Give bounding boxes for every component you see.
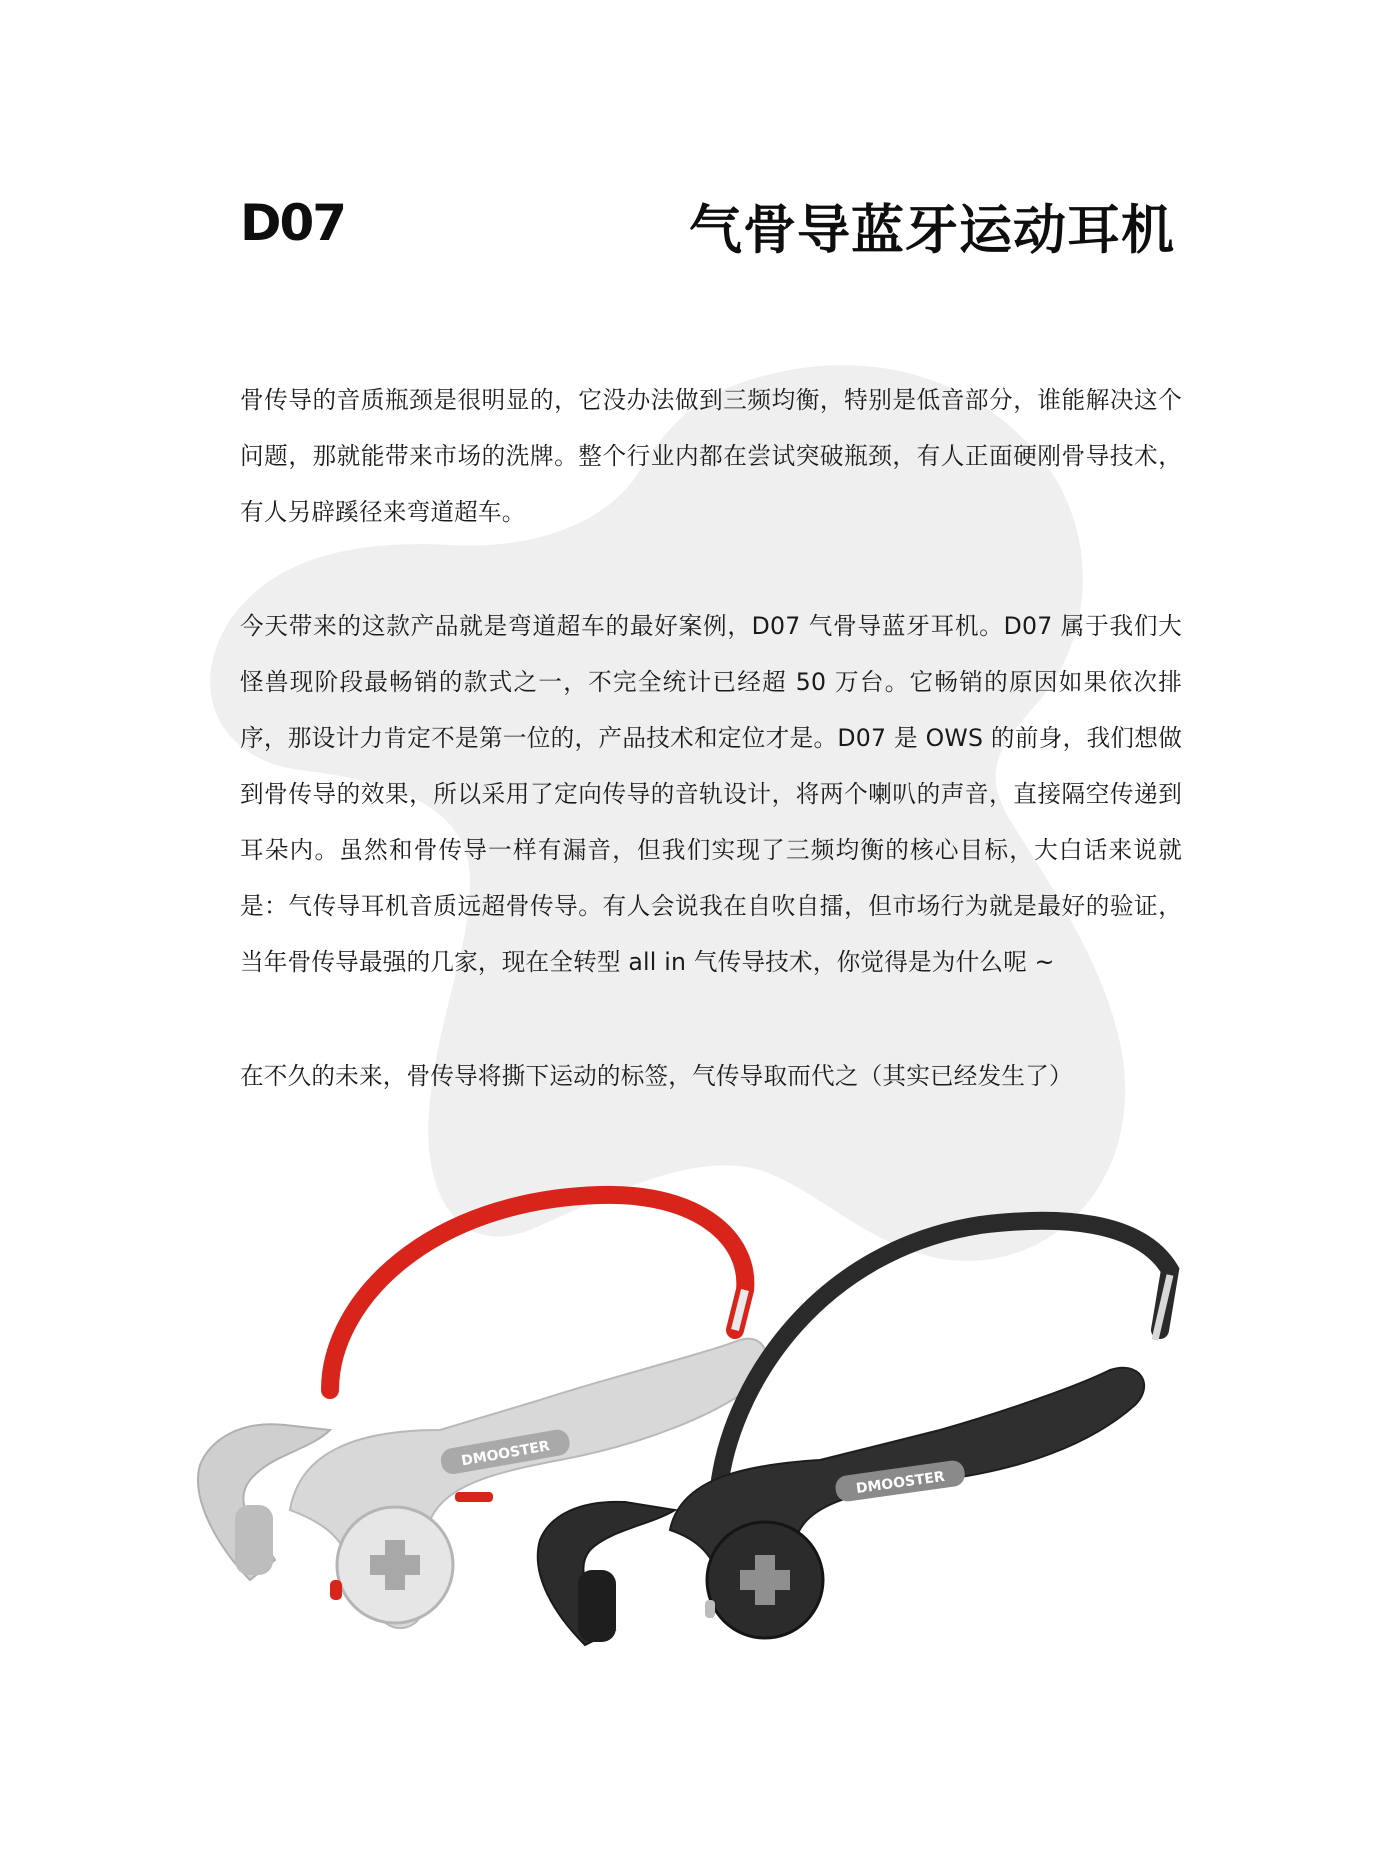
product-photo <box>180 1180 1240 1700</box>
paragraph-intro: 骨传导的音质瓶颈是很明显的，它没办法做到三频均衡，特别是低音部分，谁能解决这个问题，那就能带来市场的洗牌。整个行业内都在尝试突破瓶颈，有人正面硬刚骨导技术，有人另辟蹊径来弯道超车。 <box>240 386 1182 526</box>
brand-label: DMOOSTER <box>460 1438 551 1470</box>
paragraph-conclusion: 在不久的未来，骨传导将撕下运动的标签，气传导取而代之（其实已经发生了） <box>240 1062 1073 1090</box>
page-title: 气骨导蓝牙运动耳机 <box>689 200 1175 261</box>
paragraph-product: 今天带来的这款产品就是弯道超车的最好案例，D07 气骨导蓝牙耳机。D07 属于我们大怪兽现阶段最畅销的款式之一，不完全统计已经超 50 万台。它畅销的原因如果依次排序，那设计力肯定不是第一位的，产品技术和定位才是。D07 是 OWS 的前身，我们想做到骨传导的效果，所以采用了定向传导的音轨设计，将两个喇叭的声音，直接隔空传递到耳朵内。虽然和骨传导一样有漏音，但我们实现了三频均衡的核心目标，大白话来说就是：气传导耳机音质远超骨传导。有人会说我在自吹自擂，但市场行为就是最好的验证，当年骨传导最强的几家，现在全转型 all in 气传导技术，你觉得是为什么呢 ~ <box>240 612 1182 976</box>
earphone-silver-red <box>180 1180 767 1628</box>
brand-label-black: DMOOSTER <box>855 1468 946 1498</box>
article-body <box>240 372 1182 1162</box>
page-header <box>240 188 1175 261</box>
model-code: D07 <box>240 194 346 252</box>
